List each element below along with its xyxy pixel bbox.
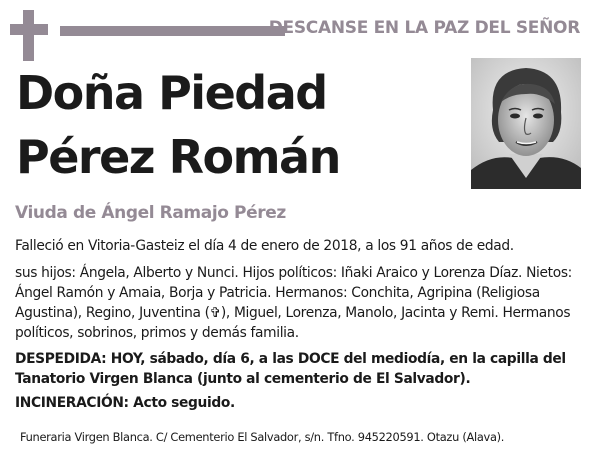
- portrait-illustration: [471, 58, 581, 189]
- cross-horizontal-bar: [10, 24, 48, 35]
- deceased-name-line-1: Doña Piedad: [16, 66, 327, 120]
- family-list-text: sus hijos: Ángela, Alberto y Nunci. Hijos políticos: Iñaki Araico y Lorenza Díaz. Nietos: Ángel Ramón y Amaia, Borja y Patricia. Hermanos: Conchita, Agripina (Religiosa Agustina), Regino, Juventina (✞), Miguel, Lorenza, Manolo, Jacinta y Remi. Hermanos políticos, sobrinos, primos y demás familia.: [15, 265, 572, 341]
- subtitle-widow-of: Viuda de Ángel Ramajo Pérez: [15, 203, 286, 223]
- death-notice-text: Falleció en Vitoria-Gasteiz el día 4 de enero de 2018, a los 91 años de edad.: [15, 238, 514, 254]
- cremation-text: INCINERACIÓN: Acto seguido.: [15, 395, 235, 411]
- cross-vertical-bar: [23, 10, 34, 61]
- header-title: DESCANSE EN LA PAZ DEL SEÑOR: [268, 18, 580, 38]
- deceased-name-line-2: Pérez Román: [16, 130, 340, 184]
- farewell-ceremony-text: DESPEDIDA: HOY, sábado, día 6, a las DOCE del mediodía, en la capilla del Tanatorio Virgen Blanca (junto al cementerio de El Salvador).: [15, 351, 566, 387]
- funeral-home-footer: Funeraria Virgen Blanca. C/ Cementerio El Salvador, s/n. Tfno. 945220591. Otazu (Alava).: [20, 430, 505, 444]
- portrait-photo: [471, 58, 581, 189]
- header-divider-bar: [60, 26, 285, 36]
